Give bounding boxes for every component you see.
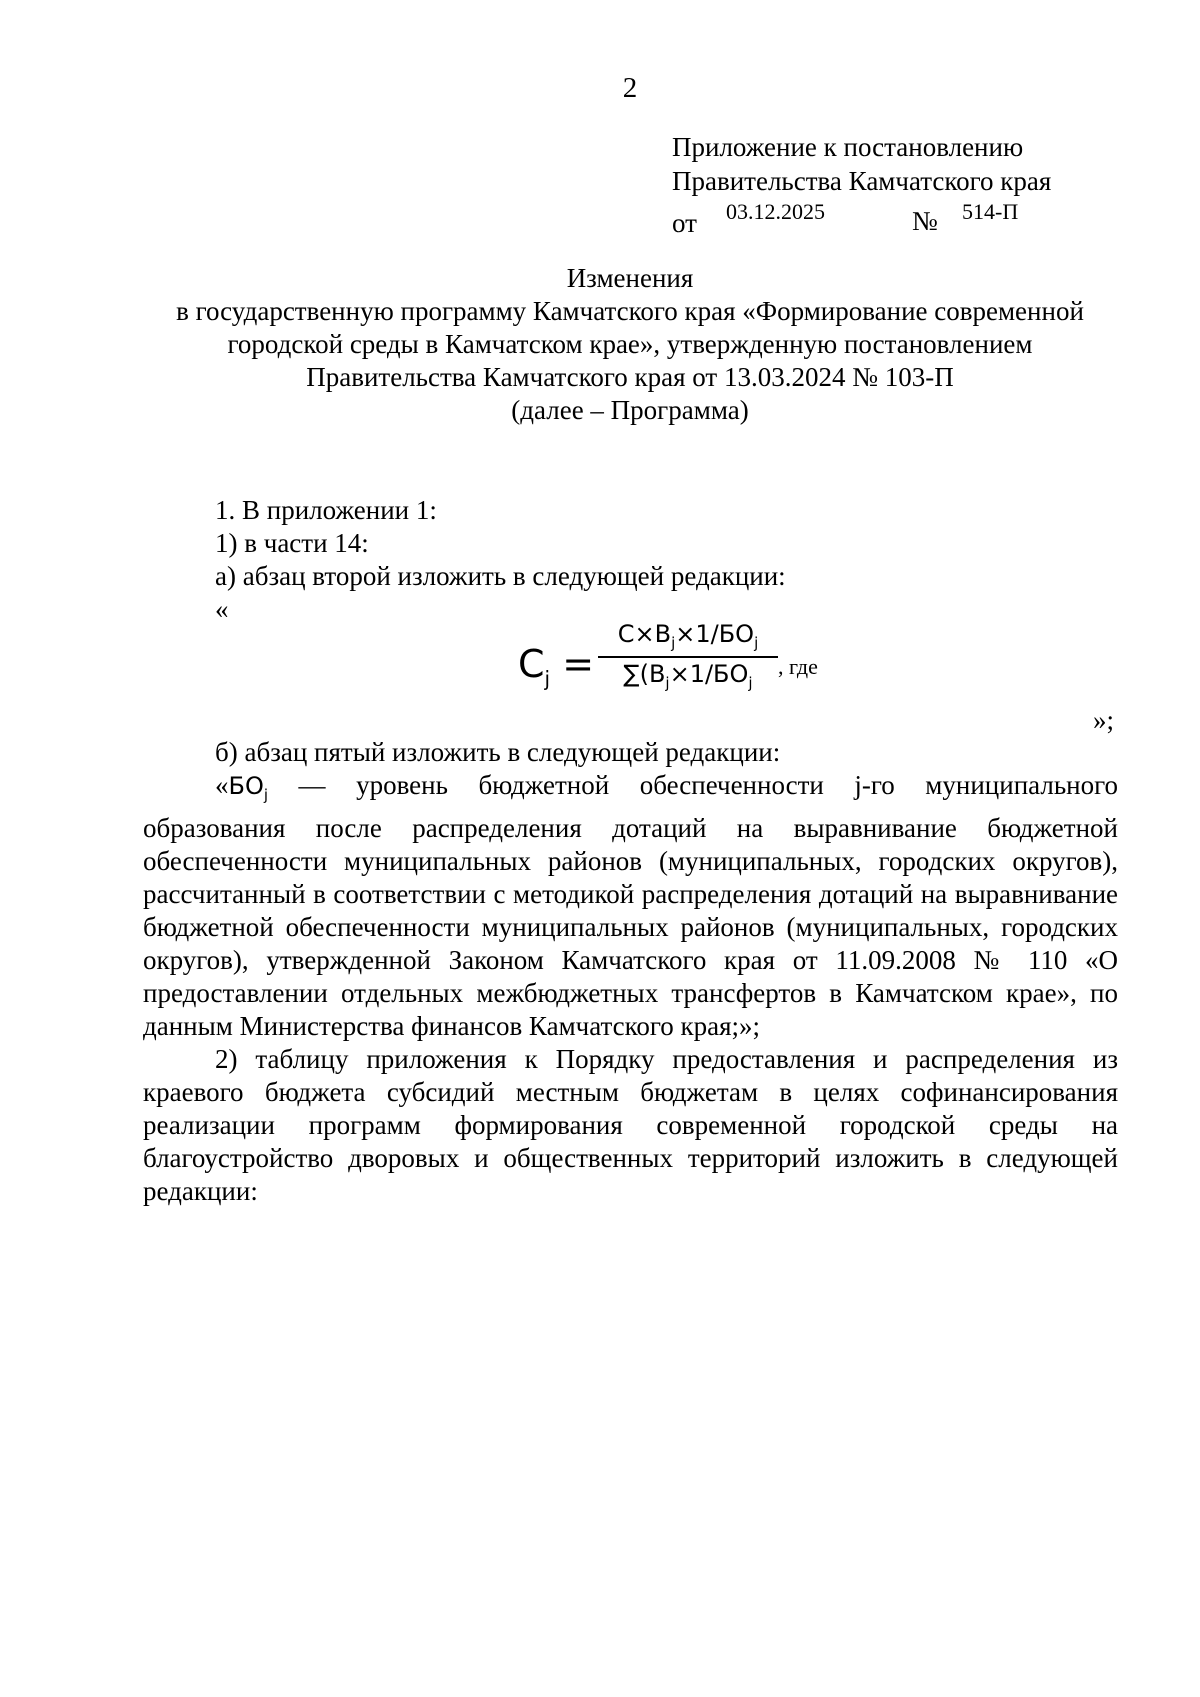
formula-lhs [518,642,594,691]
denominator-part-b: ×1/БО [669,659,749,688]
page-number: 2 [622,72,638,104]
numerator-part-a: C×B [617,620,672,648]
formula-lhs-sub: j [544,666,551,691]
title-line-4: Правительства Камчатского края от 13.03.2024 № 103-П [306,362,954,392]
item-b: б) абзац пятый изложить в следующей редакции: [215,737,781,767]
items-bottom [143,736,1118,1208]
formula-denominator [598,660,778,692]
item-1-1: 1) в части 14: [215,528,369,558]
numerator-part-b: ×1/БО [675,620,755,648]
bo-open-quote: « [215,770,229,800]
open-quote: « [215,594,229,624]
fraction-bar [598,656,778,658]
formula-numerator [598,620,778,652]
item-2: 2) таблицу приложения к Порядку предоставления и распределения из краевого бюджета субсидий местным бюджетам в целях софинансирования реализации программ формирования современной городской среды на благоустройство дворовых и общественных территорий изложить в следующей редакции: [143,1043,1118,1206]
title-line-1: Изменения [566,263,694,293]
formula-fraction [598,620,778,692]
denominator-part-a: ∑(B [623,659,666,688]
approval-stamp [672,130,1052,238]
item-a: а) абзац второй изложить в следующей редакции: [215,561,786,591]
approval-number: 514-П [962,199,1019,224]
bo-definition [143,769,1118,1043]
denominator-sub-2: j [748,673,753,692]
approval-date: 03.12.2025 [726,199,825,224]
title-line-3: городской среды в Камчатском крае», утвержденную постановлением [227,329,1033,359]
title-line-2: в государственную программу Камчатского края «Формирование современной [176,296,1084,326]
bo-symbol-sub: j [263,785,269,804]
numerator-sub-1: j [671,633,676,652]
formula-equals: = [562,642,595,686]
formula-lhs-symbol: C [518,642,545,686]
bo-symbol [228,772,269,804]
bo-symbol-text: БО [228,772,264,800]
items-top [143,494,1118,626]
item-1: 1. В приложении 1: [215,495,437,525]
approval-line-2: Правительства Камчатского края [672,166,1052,196]
bo-definition-text: — уровень бюджетной обеспеченности j-го муниципального образования после распределения дотаций на выравнивание бюджетной обеспеченности муниципальных районов (муниципальных, городских округов), рассчитанный в соответствии с методикой распределения дотаций на выравнивание бюджетной обеспеченности муниципальных районов (муниципальных, городских округов), утвержденной Законом Камчатского края от 11.09.2008 № 110 «О предоставлении отдельных межбюджетных трансфертов в Камчатском крае», по данным Министерства финансов Камчатского края;»; [143,770,1118,1041]
approval-date-line [672,198,1051,238]
document-title [140,262,1120,427]
formula-where: , где [778,654,818,679]
title-line-5: (далее – Программа) [511,395,749,425]
approval-line-1: Приложение к постановлению [672,132,1024,162]
from-label: от [672,208,697,238]
closing-quote: »; [1093,705,1115,735]
numerator-sub-2: j [754,633,759,652]
number-sign: № [912,206,938,236]
denominator-sub-1: j [665,673,670,692]
